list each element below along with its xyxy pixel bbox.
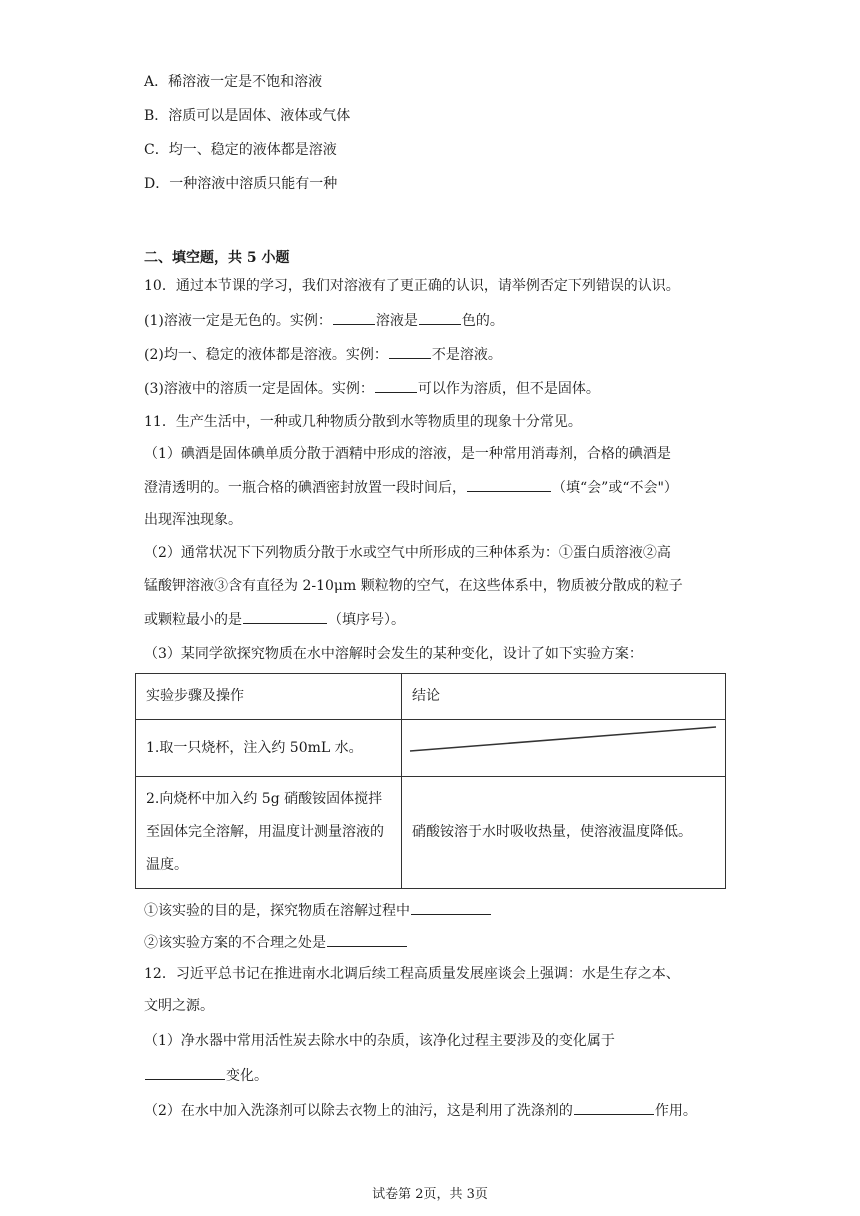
option-c (144, 140, 337, 160)
q11-s2-line2: 锰酸钾溶液③含有直径为 2-10μm 颗粒物的空气，在这些体系中，物质被分散成的粒子 (144, 578, 683, 594)
q12-s1-line2-b: 变化。 (226, 1068, 268, 1084)
diagonal-line-mark (402, 720, 726, 776)
answer-blank[interactable] (375, 378, 417, 393)
q11-s1-line2-a: 澄清透明的。一瓶合格的碘酒密封放置一段时间后， (144, 480, 466, 496)
q12-s1-line1: （1）净水器中常用活性炭去除水中的杂质，该净化过程主要涉及的变化属于 (144, 1033, 615, 1049)
table-row (136, 720, 726, 777)
q11-after1 (144, 900, 492, 921)
answer-blank[interactable] (389, 344, 431, 359)
q10-part3-b: 可以作为溶质，但不是固体。 (417, 381, 600, 397)
header-step-cell: 实验步骤及操作 (136, 674, 402, 720)
q12-s2-b: 作用。 (654, 1103, 697, 1119)
q11-s1-line3: 出现浑浊现象。 (144, 512, 242, 528)
q11-after1-text: ①该实验的目的是，探究物质在溶解过程中 (144, 903, 410, 919)
q11-s2-line3-b: （填序号）。 (328, 612, 405, 628)
option-c-text: C．均一、稳定的液体都是溶液 (144, 142, 337, 158)
q11-s2-line3-a: 或颗粒最小的是 (144, 612, 242, 628)
row1-conclusion-cell (402, 720, 726, 777)
q11-after2 (144, 932, 408, 953)
row2-conclusion-cell: 硝酸铵溶于水时吸收热量，使溶液温度降低。 (402, 777, 726, 889)
q11-s1-line1: （1）碘酒是固体碘单质分散于酒精中形成的溶液，是一种常用消毒剂，合格的碘酒是 (144, 446, 671, 462)
option-a (144, 72, 322, 92)
page-footer: 试卷第 2页，共 3页 (372, 1187, 488, 1202)
q10-part2 (144, 344, 502, 365)
q11-s1-line2-b: （填“会”或“不会"） (552, 480, 678, 496)
q10-part3-a: (3)溶液中的溶质一定是固体。实例： (144, 381, 374, 397)
q12-s1-line2 (144, 1065, 268, 1086)
q12-s2 (144, 1100, 697, 1121)
option-d (144, 174, 337, 194)
option-b-text: B．溶质可以是固体、液体或气体 (144, 108, 351, 124)
option-d-text: D．一种溶液中溶质只能有一种 (144, 176, 338, 192)
q11-s2-line3 (144, 609, 405, 630)
q11-s3-line1: （3）某同学欲探究物质在水中溶解时会发生的某种变化，设计了如下实验方案： (144, 646, 643, 662)
row2-step-cell: 2.向烧杯中加入约 5g 硝酸铵固体搅拌至固体完全溶解，用温度计测量溶液的温度。 (136, 777, 402, 889)
table-row (136, 777, 726, 889)
header-conclusion-cell: 结论 (402, 674, 726, 720)
answer-blank[interactable] (333, 310, 375, 325)
experiment-table (135, 673, 726, 889)
q12-stem-line1: 12．习近平总书记在推进南水北调后续工程高质量发展座谈会上强调：水是生存之本、 (144, 966, 680, 982)
row1-step-cell: 1.取一只烧杯，注入约 50mL 水。 (136, 720, 402, 777)
answer-blank[interactable] (419, 310, 461, 325)
table-header-row (136, 674, 726, 720)
q10-part3 (144, 378, 600, 399)
q12-stem-line2: 文明之源。 (144, 998, 214, 1014)
q11-after2-text: ②该实验方案的不合理之处是 (144, 935, 326, 951)
q10-part1-a: (1)溶液一定是无色的。实例： (144, 313, 332, 329)
option-a-text: A．稀溶液一定是不饱和溶液 (144, 74, 323, 90)
q11-stem: 11．生产生活中，一种或几种物质分散到水等物质里的现象十分常见。 (144, 414, 582, 430)
q12-s2-a: （2）在水中加入洗涤剂可以除去衣物上的油污，这是利用了洗涤剂的 (144, 1103, 573, 1119)
answer-blank[interactable] (467, 477, 551, 492)
q10-stem: 10．通过本节课的学习，我们对溶液有了更正确的认识，请举例否定下列错误的认识。 (144, 278, 680, 294)
q11-s1-line2 (144, 477, 678, 498)
q10-part1 (144, 310, 504, 331)
q10-part1-b: 溶液是 (375, 313, 418, 329)
q10-part1-c: 色的。 (461, 313, 504, 329)
option-b (144, 106, 350, 126)
q10-part2-b: 不是溶液。 (431, 347, 502, 363)
answer-blank[interactable] (327, 932, 407, 947)
section-heading: 二、填空题，共 5 小题 (144, 250, 290, 266)
q10-part2-a: (2)均一、稳定的液体都是溶液。实例： (144, 347, 388, 363)
answer-blank[interactable] (411, 900, 491, 915)
answer-blank[interactable] (145, 1065, 225, 1080)
q11-s2-line1: （2）通常状况下下列物质分散于水或空气中所形成的三种体系为：①蛋白质溶液②高 (144, 545, 671, 561)
answer-blank[interactable] (243, 609, 327, 624)
answer-blank[interactable] (574, 1100, 654, 1115)
